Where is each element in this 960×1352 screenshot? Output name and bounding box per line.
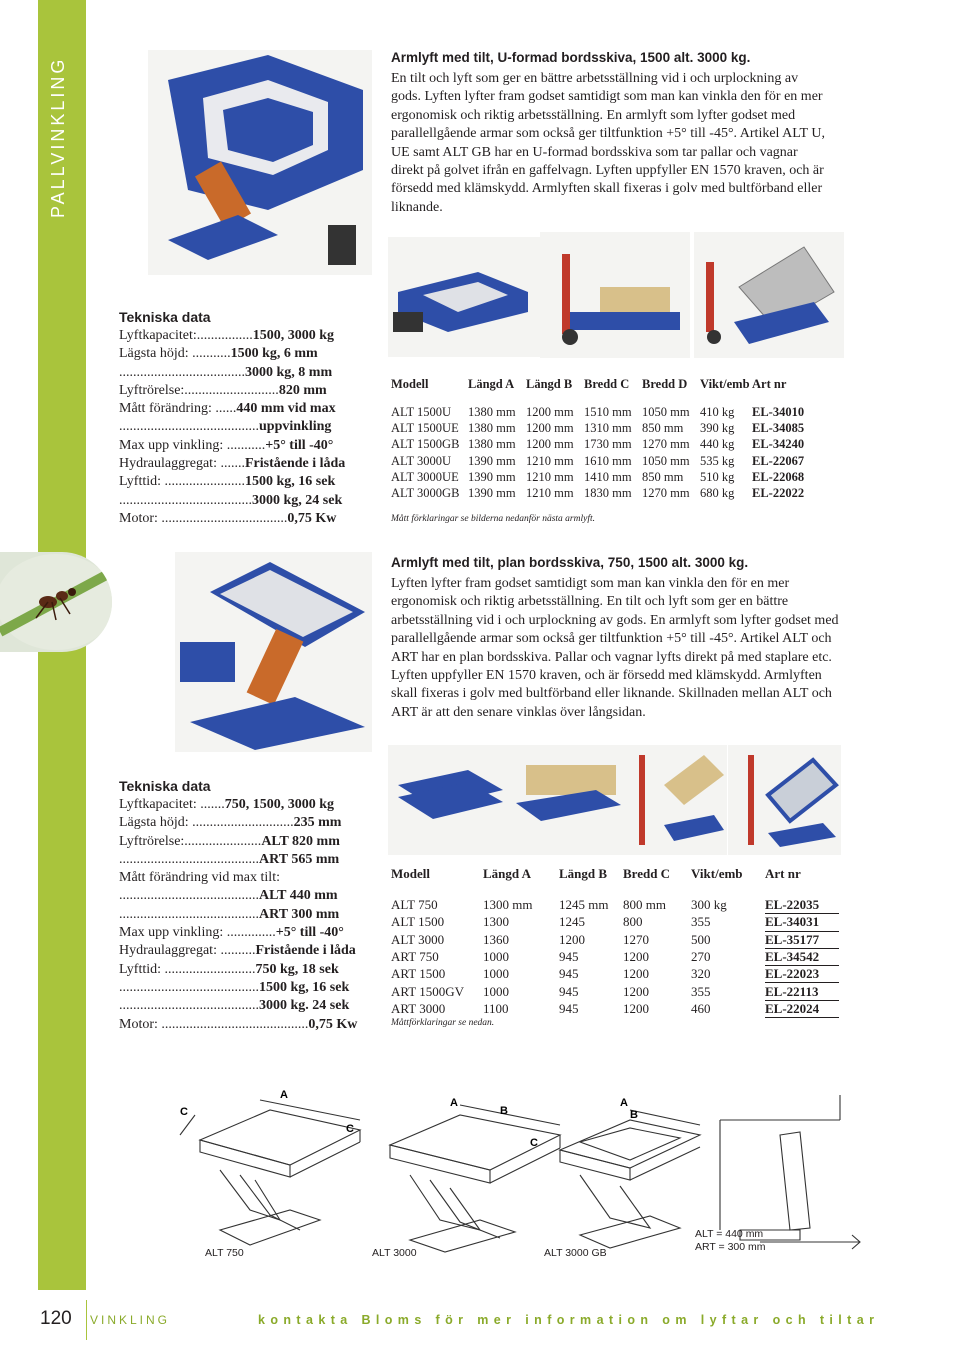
table-row: ALT 750 1300 mm 1245 mm 800 mm 300 kg EL-22035 — [391, 897, 839, 914]
spec-row: ......................................3000 kg, 24 sek — [119, 492, 343, 508]
page-number: 120 — [40, 1308, 72, 1329]
spec-row: ........................................1500 kg, 16 sek — [119, 979, 350, 995]
table-row: ART 1500 1000 945 1200 320 EL-22023 — [391, 966, 839, 983]
spec-row: Motor: ..........................................0,75 Kw — [119, 1016, 358, 1032]
table-row: ALT 3000U 1390 mm 1210 mm 1610 mm 1050 mm 535 kg EL-22067 — [391, 453, 805, 468]
footer-divider — [86, 1300, 87, 1340]
section1-note: Mått förklaringar se bilderna nedanför nästa armlyft. — [391, 514, 595, 524]
table-row: ALT 1500GB 1380 mm 1200 mm 1730 mm 1270 mm 440 kg EL-34240 — [391, 437, 805, 452]
spec-row: Lyftkapacitet:................1500, 3000 kg — [119, 328, 335, 343]
table-row: ALT 3000 1360 1200 1270 500 EL-35177 — [391, 931, 839, 948]
product-photo-pallet-truck — [540, 232, 690, 358]
caption-alt-750: ALT 750 — [205, 1247, 244, 1259]
ant-photo — [0, 552, 112, 652]
dim-letter-c: C — [346, 1123, 354, 1135]
spec-row: Mått förändring: ......440 mm vid max — [119, 401, 336, 417]
section2-description: Lyften lyfter fram godset samtidigt som man kan vinkla den för en mer ergonomisk och riktig arbetsställning. En tilt och lyft som ger en bättre arbetsställning vid i och urplockning av gods. En armlyft som lyfter godset med parallellgående armar som också ger tiltfunktion +5° till -45°. Artikel ALT och ART har en plan bordsskiva. Pallar och vagnar lyfts direkt på med staplare etc. Lyften uppfyller EN 1570 kraven, och är försedd med klämskydd. Armlyften skall fixeras i golv med bultförband eller liknande. Skillnaden mellan ALT och ART är att den senare vinklas över långsidan. — [391, 576, 839, 720]
section2-model-table — [391, 864, 839, 1018]
spec-row: Lyftrörelse:...........................820 mm — [119, 382, 327, 398]
section2-tech-title: Tekniska data — [119, 778, 211, 794]
footer-tagline: kontakta Bloms för mer information om lyftar och tiltar — [258, 1313, 880, 1327]
spec-row: Hydraulaggregat: .......Fristående i låda — [119, 456, 346, 472]
section2-spec-list — [119, 796, 357, 1034]
table-row: ALT 3000GB 1390 mm 1210 mm 1830 mm 1270 mm 680 kg EL-22022 — [391, 486, 805, 501]
product-photo-flat-lift-low — [388, 745, 506, 855]
spec-row: Lyfttid: ..........................750 kg, 18 sek — [119, 961, 339, 977]
spec-row: Motor: ....................................0,75 Kw — [119, 510, 337, 526]
dimension-diagrams — [160, 1080, 880, 1260]
table-header-row: Modell Längd A Längd B Bredd C Bredd D Vikt/emb Art nr — [391, 376, 787, 391]
diagram-alt-3000 — [390, 1105, 560, 1252]
product-photo-u-lift — [148, 50, 372, 275]
diagram-side-view — [720, 1095, 860, 1249]
table-row: ALT 1500 1300 1245 800 355 EL-34031 — [391, 914, 839, 931]
spec-row: Hydraulaggregat: ..........Fristående i låda — [119, 943, 356, 959]
footer-section: VINKLING — [90, 1313, 171, 1327]
section2-title: Armlyft med tilt, plan bordsskiva, 750, 1500 alt. 3000 kg. — [391, 555, 749, 570]
spec-row: ........................................uppvinkling — [119, 419, 332, 435]
dim-letter-a: A — [280, 1089, 288, 1101]
table-row: ART 1500GV 1000 945 1200 355 EL-22113 — [391, 983, 839, 1000]
spec-row: Max upp vinkling: ...........+5° till -40° — [119, 437, 334, 453]
product-photo-u-lift-small — [388, 237, 540, 357]
product-photo-cage-tilted — [694, 232, 844, 358]
sidebar-label: PALLVINKLING — [48, 56, 68, 218]
section1-spec-list — [119, 327, 345, 528]
spec-row: Lägsta höjd: .............................235 mm — [119, 815, 342, 831]
spec-row: Lyftkapacitet: .......750, 1500, 3000 kg — [119, 797, 335, 812]
caption-alt-3000: ALT 3000 — [372, 1247, 417, 1259]
caption-dims-alt: ALT = 440 mm — [695, 1228, 764, 1240]
section1-title: Armlyft med tilt, U-formad bordsskiva, 1500 alt. 3000 kg. — [391, 50, 751, 65]
spec-row: Lägsta höjd: ...........1500 kg, 6 mm — [119, 346, 318, 362]
table-row: ALT 1500U 1380 mm 1200 mm 1510 mm 1050 mm 410 kg EL-34010 — [391, 404, 805, 419]
section1-tech-title: Tekniska data — [119, 309, 211, 325]
spec-row: Lyfttid: .......................1500 kg, 16 sek — [119, 474, 336, 490]
product-photo-flat-lift-tilted-box — [728, 745, 841, 855]
product-photo-flat-lift-tilted-pallet — [624, 745, 727, 855]
section2-note: Måttförklaringar se nedan. — [391, 1018, 495, 1028]
spec-row: ........................................ART 565 mm — [119, 851, 340, 867]
section1-description: En tilt och lyft som ger en bättre arbetsställning vid i och urplockning av gods. Lyften lyfter fram godset samtidigt som man kan vinkla den för en mer ergonomisk och riktig arbetsställning. En armlyft som lyfter godset med parallellgående armar som också ger tiltfunktion +5° till -45°. Artikel ALT U, UE samt ALT GB har en U-formad bordsskiva som tar pallar och vagnar direkt på golvet ifrån en gaffelvagn. Lyften uppfyller EN 1570 kraven, och är försedd med klämskydd. Armlyften skall fixeras i golv med bultförband eller liknande. — [391, 71, 825, 215]
dim-letter-b: B — [500, 1105, 508, 1117]
table-row: ART 3000 1100 945 1200 460 EL-22024 — [391, 1000, 839, 1017]
table-header-row: Modell Längd A Längd B Bredd C Vikt/emb Art nr — [391, 866, 801, 881]
table-row: ALT 1500UE 1380 mm 1200 mm 1310 mm 850 mm 390 kg EL-34085 — [391, 420, 805, 435]
spec-row: ........................................ALT 440 mm — [119, 888, 338, 904]
dim-letter-a: A — [620, 1097, 628, 1109]
table-row: ALT 3000UE 1390 mm 1210 mm 1410 mm 850 mm 510 kg EL-22068 — [391, 469, 805, 484]
spec-row: ........................................3000 kg. 24 sek — [119, 998, 350, 1014]
dim-letter-a: A — [450, 1097, 458, 1109]
product-photo-flat-lift-pallet — [506, 745, 624, 855]
product-photo-flat-lift — [175, 552, 372, 752]
diagram-alt-3000-gb — [560, 1110, 700, 1248]
spec-row: Lyftrörelse:......................ALT 820 mm — [119, 833, 340, 849]
caption-dims-art: ART = 300 mm — [695, 1241, 766, 1253]
section1-model-table — [391, 374, 820, 502]
spec-row: ....................................3000 kg, 8 mm — [119, 364, 333, 380]
dim-letter-c: C — [530, 1137, 538, 1149]
dim-letter-b: B — [630, 1109, 638, 1121]
dim-letter-c: C — [180, 1106, 188, 1118]
diagram-alt-750 — [180, 1100, 360, 1245]
table-row: ART 750 1000 945 1200 270 EL-34542 — [391, 948, 839, 965]
spec-row: Mått förändring vid max tilt: — [119, 870, 280, 886]
spec-row: ........................................ART 300 mm — [119, 906, 340, 922]
caption-alt-3000-gb: ALT 3000 GB — [544, 1247, 607, 1259]
spec-row: Max upp vinkling: ..............+5° till -40° — [119, 925, 344, 941]
